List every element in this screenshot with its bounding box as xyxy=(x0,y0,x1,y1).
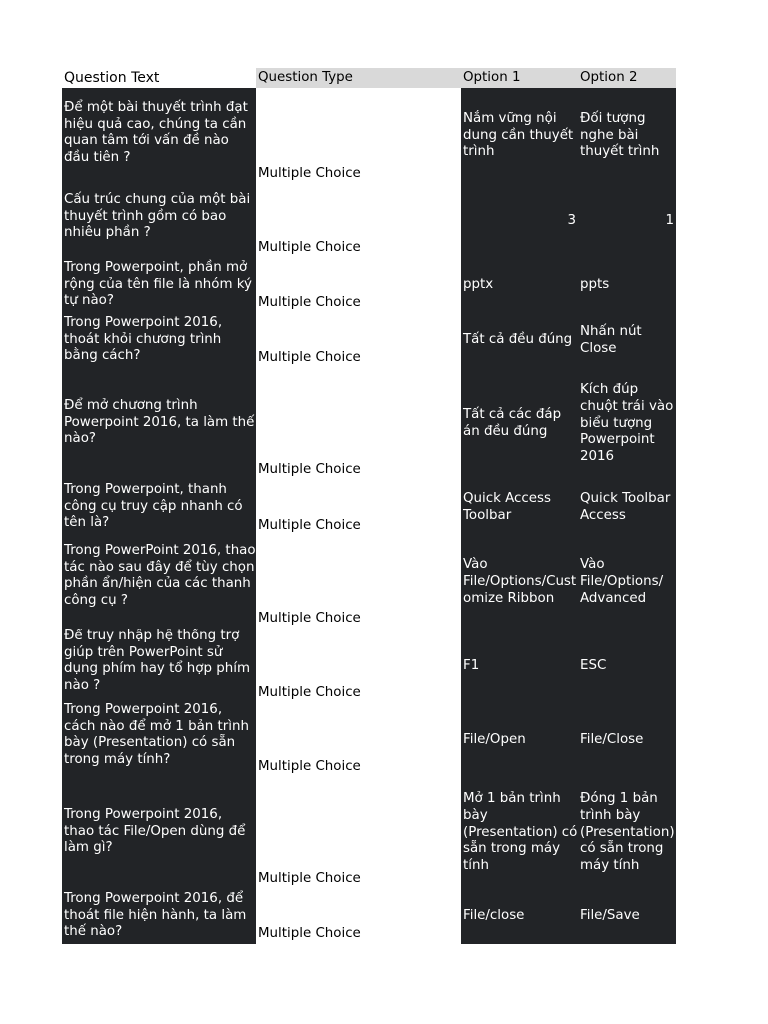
option1-cell[interactable]: 3 xyxy=(461,184,578,258)
header-row xyxy=(62,68,676,88)
table-row xyxy=(62,313,676,368)
option1-cell[interactable]: pptx xyxy=(461,258,578,313)
option1-cell[interactable]: F1 xyxy=(461,629,578,703)
type-cell[interactable]: Multiple Choice xyxy=(256,258,461,313)
question-text: Trong Powerpoint 2016, thoát khỏi chương trình bằng cách? xyxy=(64,315,223,364)
table-row xyxy=(62,703,676,777)
question-cell[interactable] xyxy=(62,629,256,703)
option2-cell[interactable]: File/Save xyxy=(578,889,676,944)
option2-cell[interactable]: Quick Toolbar Access xyxy=(578,480,676,536)
type-cell[interactable]: Multiple Choice xyxy=(256,889,461,944)
table-row xyxy=(62,536,676,629)
type-cell[interactable]: Multiple Choice xyxy=(256,703,461,777)
table-row xyxy=(62,777,676,889)
question-cell[interactable] xyxy=(62,258,256,313)
question-cell[interactable] xyxy=(62,368,256,480)
table-row xyxy=(62,480,676,536)
table-row xyxy=(62,258,676,313)
question-cell[interactable] xyxy=(62,703,256,777)
option2-cell[interactable]: Đối tượng nghe bài thuyết trình xyxy=(578,88,676,184)
option2-cell[interactable]: ESC xyxy=(578,629,676,703)
table-row xyxy=(62,889,676,944)
question-cell[interactable] xyxy=(62,536,256,629)
question-cell[interactable] xyxy=(62,777,256,889)
type-cell[interactable]: Multiple Choice xyxy=(256,184,461,258)
type-cell[interactable]: Multiple Choice xyxy=(256,368,461,480)
type-cell[interactable]: Multiple Choice xyxy=(256,629,461,703)
table-row xyxy=(62,184,676,258)
option2-cell[interactable]: Vào File/Options/ Advanced xyxy=(578,536,676,629)
question-text: Trong Powerpoint, phần mở rộng của tên file là nhóm ký tự nào? xyxy=(64,260,252,309)
question-text: Để mở chương trình Powerpoint 2016, ta làm thế nào? xyxy=(64,398,255,447)
option1-cell[interactable]: Quick Access Toolbar xyxy=(461,480,578,536)
option1-cell[interactable]: File/Open xyxy=(461,703,578,777)
header-option-1[interactable]: Option 1 xyxy=(461,68,578,88)
table-row xyxy=(62,629,676,703)
table-row xyxy=(62,88,676,184)
option1-cell[interactable]: File/close xyxy=(461,889,578,944)
question-text: Trong Powerpoint 2016, thao tác File/Open dùng để làm gì? xyxy=(64,807,246,856)
table-row xyxy=(62,368,676,480)
type-cell[interactable]: Multiple Choice xyxy=(256,480,461,536)
type-cell[interactable]: Multiple Choice xyxy=(256,777,461,889)
header-option-2[interactable]: Option 2 xyxy=(578,68,676,88)
type-cell[interactable]: Multiple Choice xyxy=(256,536,461,629)
option2-cell[interactable]: Kích đúp chuột trái vào biểu tượng Powerpoint 2016 xyxy=(578,368,676,480)
question-text: Trong PowerPoint 2016, thao tác nào sau đây để tùy chọn phần ẩn/hiện của các thanh công cụ ? xyxy=(64,543,256,609)
option2-cell[interactable]: 1 xyxy=(578,184,676,258)
header-question-type[interactable]: Question Type xyxy=(256,68,461,88)
option1-cell[interactable]: Tất cả các đáp án đều đúng xyxy=(461,368,578,480)
question-cell[interactable] xyxy=(62,480,256,536)
question-text: Trong Powerpoint 2016, cách nào để mở 1 bản trình bày (Presentation) có sẵn trong máy tính? xyxy=(64,703,249,768)
type-cell[interactable]: Multiple Choice xyxy=(256,313,461,368)
question-cell[interactable] xyxy=(62,88,256,184)
question-text: Trong Powerpoint, thanh công cụ truy cập nhanh có tên là? xyxy=(64,482,243,531)
question-cell[interactable] xyxy=(62,313,256,368)
header-question-text[interactable]: Question Text xyxy=(62,68,256,88)
option2-cell[interactable]: File/Close xyxy=(578,703,676,777)
option1-cell[interactable]: Mở 1 bản trình bày (Presentation) có sẵn trong máy tính xyxy=(461,777,578,889)
option1-cell[interactable]: Nắm vững nội dung cần thuyết trình xyxy=(461,88,578,184)
option2-cell[interactable]: ppts xyxy=(578,258,676,313)
question-cell[interactable] xyxy=(62,889,256,944)
question-text: Để một bài thuyết trình đạt hiệu quả cao, chúng ta cần quan tâm tới vấn đề nào đầu tiên ? xyxy=(64,100,248,166)
question-text: Để truy nhập hệ thống trợ giúp trên PowerPoint sử dụng phím hay tổ hợp phím nào ? xyxy=(64,629,250,694)
option2-cell[interactable]: Nhấn nút Close xyxy=(578,313,676,368)
type-cell[interactable]: Multiple Choice xyxy=(256,88,461,184)
spreadsheet-table xyxy=(62,68,676,944)
option2-cell[interactable]: Đóng 1 bản trình bày (Presentation) có sẵn trong máy tính xyxy=(578,777,676,889)
option1-cell[interactable]: Vào File/Options/Customize Ribbon xyxy=(461,536,578,629)
question-text: Trong Powerpoint 2016, để thoát file hiện hành, ta làm thế nào? xyxy=(64,891,247,940)
option1-cell[interactable]: Tất cả đều đúng xyxy=(461,313,578,368)
question-text: Cấu trúc chung của một bài thuyết trình gồm có bao nhiêu phần ? xyxy=(64,192,251,241)
question-cell[interactable] xyxy=(62,184,256,258)
